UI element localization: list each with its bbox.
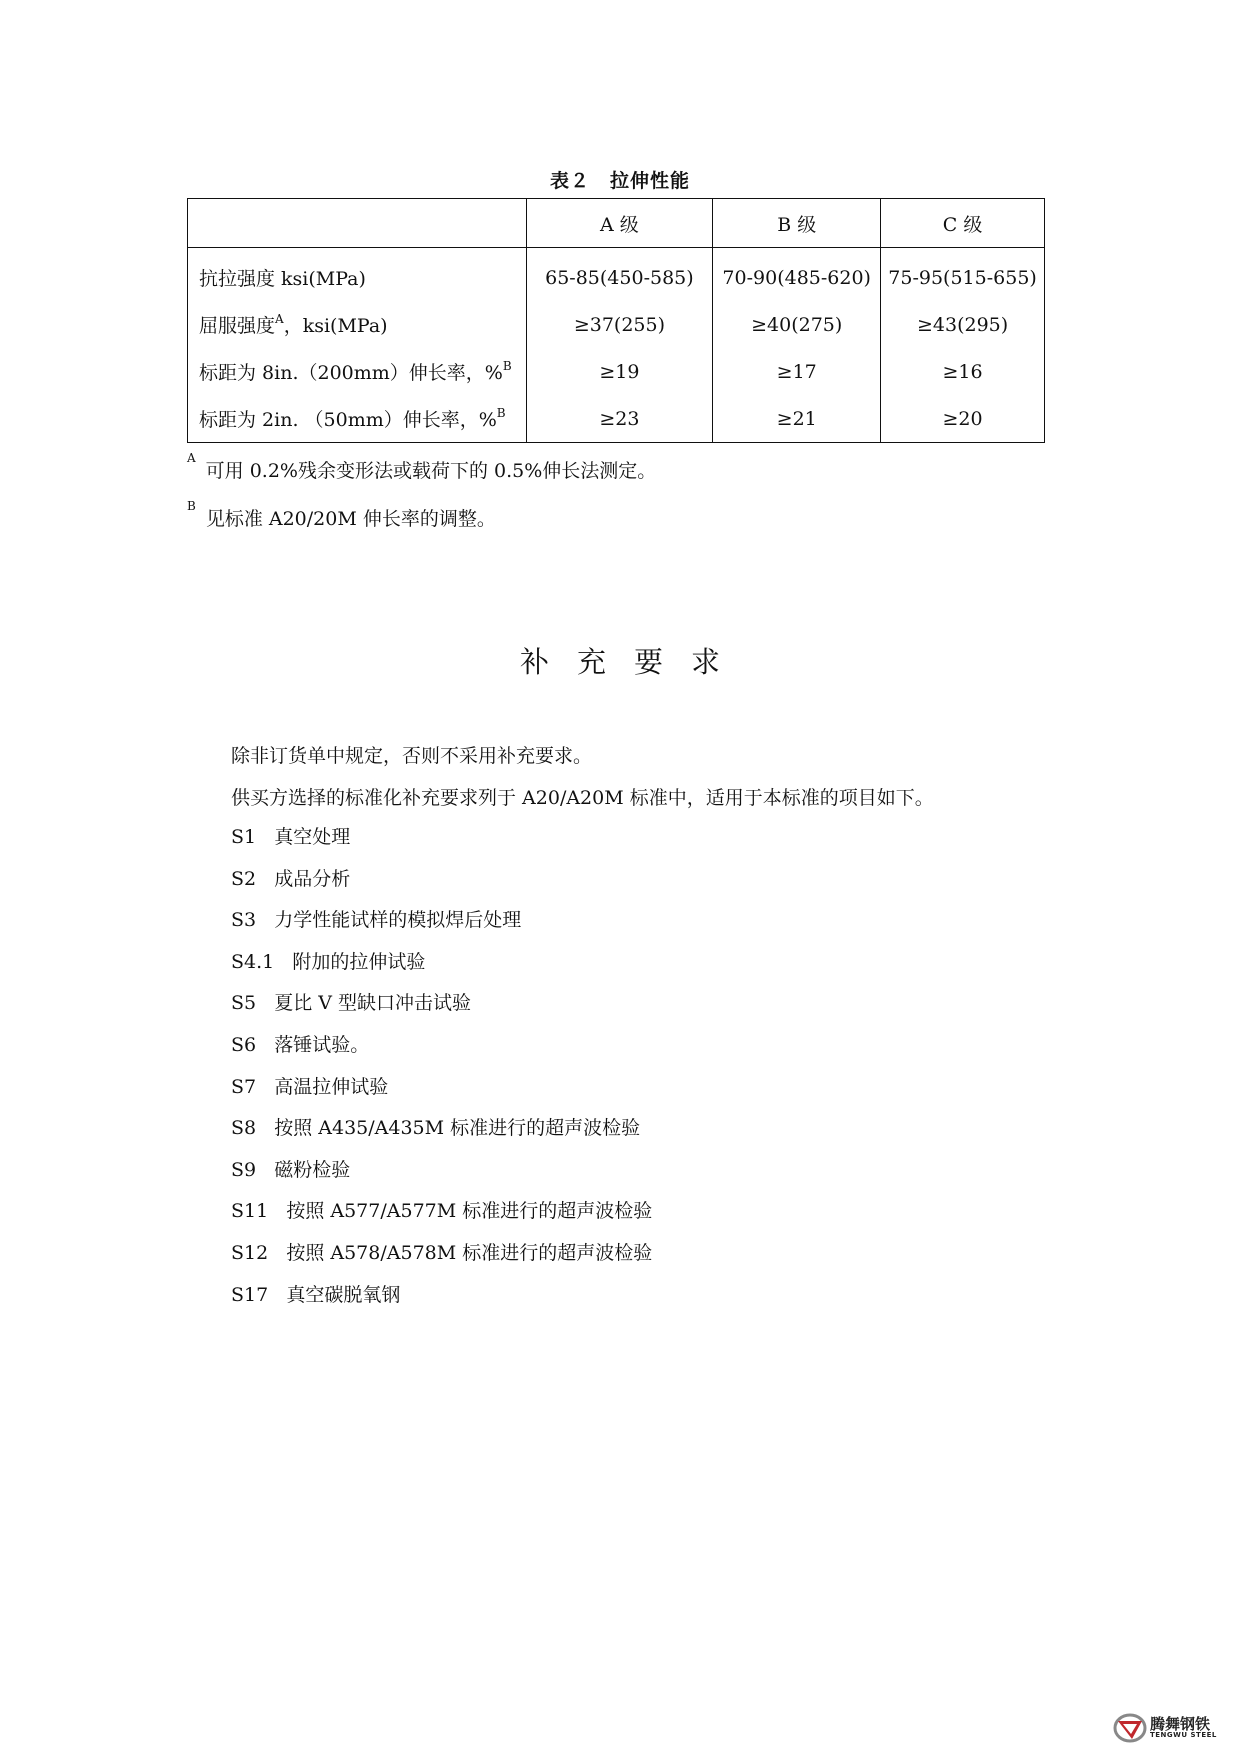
cell: ≥16 [881, 348, 1045, 395]
cell: ≥37(255) [526, 301, 713, 348]
row-label: 屈服强度$^A$，ksi(MPa) [188, 301, 527, 348]
requirement-text: 磁粉检验 [274, 1158, 351, 1181]
requirement-text: 按照 A435/A435M 标准进行的超声波检验 [274, 1117, 641, 1140]
cell: 70-90(485-620) [713, 248, 881, 302]
requirement-code: S11 [231, 1200, 269, 1223]
requirement-item [231, 1155, 350, 1182]
requirement-code: S6 [231, 1034, 257, 1056]
requirement-code: S7 [231, 1075, 257, 1098]
requirement-item [231, 864, 350, 891]
requirement-item [231, 988, 471, 1015]
requirement-code: S17 [231, 1283, 269, 1306]
row-label: 标距为 2in. （50mm）伸长率，%$^B$ [188, 395, 527, 443]
row-label: 标距为 8in.（200mm）伸长率，%$^B$ [188, 348, 527, 395]
requirement-item [231, 1196, 652, 1223]
requirement-item [231, 1030, 369, 1057]
cell: ≥19 [526, 348, 713, 395]
table-row [188, 248, 1045, 302]
requirement-text: 高温拉伸试验 [274, 1075, 389, 1098]
requirement-text: 真空碳脱氧钢 [286, 1283, 401, 1306]
table-row [188, 301, 1045, 348]
table-header-row [188, 199, 1045, 248]
cell: ≥23 [526, 395, 713, 443]
cell: ≥43(295) [881, 301, 1045, 348]
table-row [188, 395, 1045, 443]
footnote-mark: B [502, 359, 512, 373]
intro-paragraph: 除非订货单中规定，否则不采用补充要求。 [231, 745, 593, 767]
requirement-code: S9 [231, 1158, 257, 1181]
requirement-text: 按照 A578/A578M 标准进行的超声波检验 [286, 1242, 653, 1264]
logo-text-cn: 腾舞钢铁 [1150, 1715, 1211, 1733]
header-grade-a: A 级 [526, 199, 713, 248]
table-caption: 表２ 拉伸性能 [549, 170, 690, 192]
requirement-code: S4.1 [231, 950, 275, 973]
footnote-a: $^A$可用 0.2%残余变形法或载荷下的 0.5%伸长法测定。 [187, 451, 657, 482]
requirement-code: S12 [231, 1242, 269, 1264]
requirement-text: 力学性能试样的模拟焊后处理 [274, 909, 522, 932]
cell: 65-85(450-585) [526, 248, 713, 302]
footnote-mark: B [496, 406, 506, 420]
cell: ≥17 [713, 348, 881, 395]
requirement-text: 夏比 V 型缺口冲击试验 [274, 992, 472, 1015]
requirement-code: S3 [231, 909, 257, 932]
cell: ≥20 [881, 395, 1045, 443]
requirement-item [231, 1238, 652, 1265]
requirement-text: 落锤试验。 [274, 1034, 370, 1056]
requirement-item [231, 947, 425, 974]
row-label: 抗拉强度 ksi(MPa) [188, 248, 527, 302]
requirement-text: 附加的拉伸试验 [292, 950, 426, 973]
requirement-code: S1 [231, 826, 257, 848]
tengwu-logo-icon [1113, 1712, 1147, 1744]
header-label [188, 199, 527, 248]
brand-logo [1113, 1712, 1228, 1744]
requirement-text: 真空处理 [274, 826, 351, 848]
requirement-text: 成品分析 [274, 867, 351, 890]
table-row [188, 348, 1045, 395]
logo-text-en: TENGWU STEEL [1150, 1731, 1217, 1739]
header-grade-c: C 级 [881, 199, 1045, 248]
intro-paragraph: 供买方选择的标准化补充要求列于 A20/A20M 标准中，适用于本标准的项目如下。 [231, 787, 934, 809]
cell: 75-95(515-655) [881, 248, 1045, 302]
cell: ≥40(275) [713, 301, 881, 348]
requirement-item [231, 1072, 388, 1099]
requirement-item [231, 905, 521, 932]
requirement-item [231, 822, 350, 849]
requirement-item [231, 1280, 400, 1307]
requirement-code: S2 [231, 867, 257, 890]
tensile-properties-table [187, 198, 1045, 443]
cell: ≥21 [713, 395, 881, 443]
footnote-mark: A [275, 312, 284, 326]
requirement-text: 按照 A577/A577M 标准进行的超声波检验 [286, 1200, 653, 1223]
section-title: 补充要求 [519, 645, 748, 679]
header-grade-b: B 级 [713, 199, 881, 248]
requirement-item [231, 1113, 640, 1140]
requirement-code: S5 [231, 992, 257, 1015]
requirement-code: S8 [231, 1117, 257, 1140]
footnote-b: $^B$见标准 A20/20M 伸长率的调整。 [187, 499, 496, 530]
